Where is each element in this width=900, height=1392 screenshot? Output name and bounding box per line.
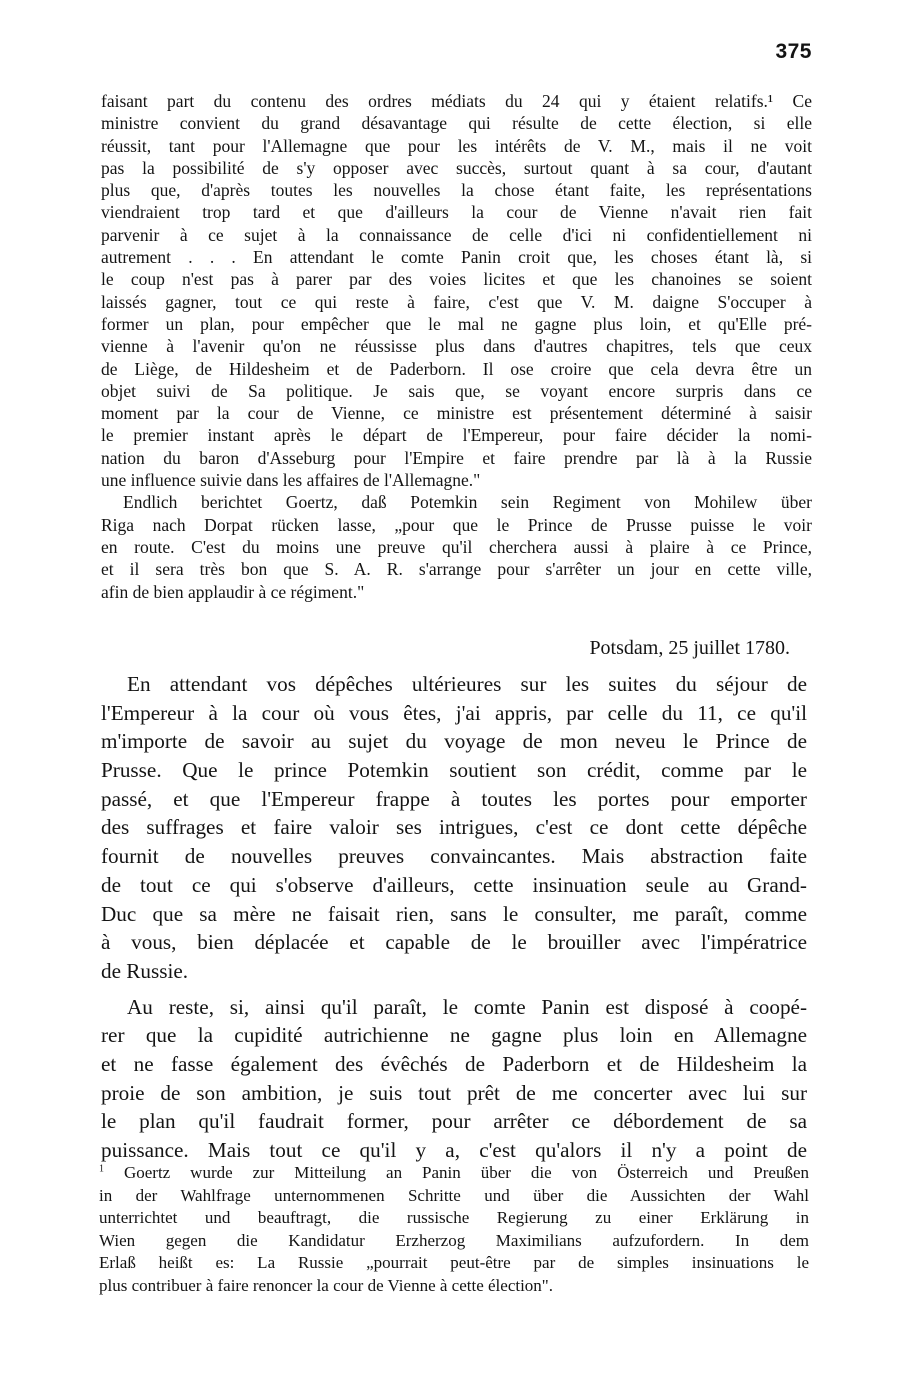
text-line: fournit de nouvelles preuves convaincantes. Mais abstraction faite: [101, 844, 807, 869]
text-line: proie de son ambition, je suis tout prêt de me concerter avec lui sur: [101, 1080, 807, 1105]
text-line: le plan qu'il faudrait former, pour arrêter ce débordement de sa: [101, 1109, 807, 1134]
text-line: puissance. Mais tout ce qu'il y a, c'est qu'alors il n'y a point de: [101, 1138, 807, 1162]
text-line: l'Empereur à la cour où vous êtes, j'ai appris, par celle du 11, ce qu'il: [101, 700, 807, 725]
text-line: Au reste, si, ainsi qu'il paraît, le comte Panin est disposé à coopé-: [127, 994, 807, 1019]
text-line: rer que la cupidité autrichienne ne gagne plus loin en Allemagne: [101, 1023, 807, 1048]
footnote-text: Goertz wurde zur Mitteilung an Panin über die von Österreich und Preußen: [123, 1163, 810, 1182]
text-line: de tout ce qui s'observe d'ailleurs, cette insinuation seule au Grand-: [101, 872, 807, 897]
text-line: réussit, tant pour l'Allemagne que pour les intérêts de V. M., mais il ne voit: [101, 135, 812, 156]
footnote-line: plus contribuer à faire renoncer la cour de Vienne à cette élection".: [99, 1275, 553, 1295]
text-line: afin de bien applaudir à ce régiment.": [101, 581, 365, 602]
letter-dateline: Potsdam, 25 juillet 1780.: [589, 637, 790, 659]
text-line: plus que, d'après toutes les nouvelles la chose étant faite, les représentations: [101, 180, 812, 201]
text-line: moment par la cour de Vienne, ce ministre est présentement déterminé à saisir: [101, 403, 812, 424]
text-line: en route. C'est du moins une preuve qu'il cherchera aussi à plaire à ce Prince,: [101, 536, 812, 557]
text-line: de Russie.: [101, 958, 189, 983]
text-line: une influence suivie dans les affaires de l'Allemagne.": [101, 470, 481, 491]
text-line: viendraient trop tard et que d'ailleurs la cour de Vienne n'avait rien fait: [101, 202, 812, 223]
text-line: parvenir à ce sujet à la connaissance de celle d'ici ni confidentiellement ni: [101, 224, 812, 245]
text-line: autrement . . . En attendant le comte Panin croit que, les choses étant là, si: [101, 247, 812, 268]
footnote: [99, 1162, 809, 1298]
excerpt-paragraph-2: [101, 491, 812, 602]
text-line: laissés gagner, tout ce qui reste à faire, c'est que V. M. daigne S'occuper à: [101, 291, 812, 312]
text-line: En attendant vos dépêches ultérieures sur les suites du séjour de: [127, 672, 807, 696]
footnote-line: [99, 1162, 809, 1185]
text-line: et il sera très bon que S. A. R. s'arrange pour s'arrêter un jour en cette ville,: [101, 559, 812, 580]
text-line: Prusse. Que le prince Potemkin soutient son crédit, comme par le: [101, 758, 807, 783]
text-line: former un plan, pour empêcher que le mal ne gagne plus loin, et qu'Elle pré-: [101, 313, 812, 334]
text-line: objet suivi de Sa politique. Je sais que, se voyant encore surpris dans ce: [101, 380, 812, 401]
letter-body: [101, 670, 807, 1165]
text-line: passé, et que l'Empereur frappe à toutes les portes pour emporter: [101, 786, 807, 811]
footnote-line: Erlaß heißt es: La Russie „pourrait peut-être par de simples insinuations le: [99, 1253, 809, 1273]
text-line: des suffrages et faire valoir ses intrigues, c'est ce dont cette dépêche: [101, 815, 807, 840]
text-line: vienne à l'avenir qu'on ne réussisse plus dans d'autres chapitres, tels que ceux: [101, 336, 812, 357]
text-line: le premier instant après le départ de l'Empereur, pour faire décider la nomi-: [101, 425, 812, 446]
letter-paragraph-2: [101, 993, 807, 1165]
page-number: 375: [775, 40, 812, 63]
text-line: nation du baron d'Asseburg pour l'Empire et faire prendre par là à la Russie: [101, 447, 812, 468]
report-excerpt: [101, 90, 812, 603]
text-line: et ne fasse également des évêchés de Paderborn et de Hildesheim la: [101, 1051, 807, 1076]
text-line: Endlich berichtet Goertz, daß Potemkin sein Regiment von Mohilew über: [123, 492, 812, 513]
footnote-line: Wien gegen die Kandidatur Erzherzog Maximilians aufzufordern. In dem: [99, 1230, 809, 1250]
text-line: Riga nach Dorpat rücken lasse, „pour que le Prince de Prusse puisse le voir: [101, 514, 812, 535]
text-line: faisant part du contenu des ordres médiats du 24 qui y étaient relatifs.¹ Ce: [101, 91, 812, 111]
letter-paragraph-1: [101, 670, 807, 986]
text-line: le coup n'est pas à parer par des voies licites et que les chanoines se soient: [101, 269, 812, 290]
footnote-line: unterrichtet und beauftragt, die russische Regierung zu einer Erklärung in: [99, 1208, 809, 1228]
footnote-marker: 1: [99, 1163, 104, 1175]
text-line: de Liège, de Hildesheim et de Paderborn. Il ose croire que cela devra être un: [101, 358, 812, 379]
text-line: Duc que sa mère ne faisait rien, sans le consulter, me paraît, comme: [101, 901, 807, 926]
excerpt-paragraph-1: [101, 90, 812, 491]
text-line: m'importe de savoir au sujet du voyage de mon neveu le Prince de: [101, 729, 807, 754]
text-line: à vous, bien déplacée et capable de le brouiller avec l'impératrice: [101, 930, 807, 955]
footnote-line: in der Wahlfrage unternommenen Schritte und über die Aussichten der Wahl: [99, 1185, 809, 1205]
text-line: pas la possibilité de s'y opposer avec succès, surtout quant à sa cour, d'autant: [101, 157, 812, 178]
text-line: ministre convient du grand désavantage qui résulte de cette élection, si elle: [101, 113, 812, 134]
